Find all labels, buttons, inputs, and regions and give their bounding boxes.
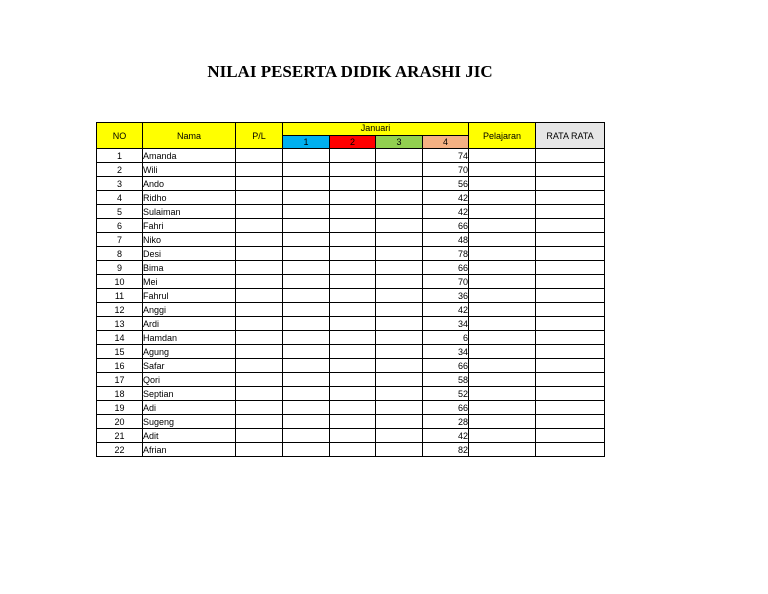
- cell-week-1[interactable]: [283, 331, 330, 345]
- header-pelajaran: Pelajaran: [469, 123, 536, 149]
- cell-pelajaran[interactable]: [469, 275, 536, 289]
- cell-pl[interactable]: [236, 177, 283, 191]
- cell-nama[interactable]: Ando: [143, 177, 236, 191]
- cell-pl[interactable]: [236, 415, 283, 429]
- cell-week-4[interactable]: 58: [423, 373, 469, 387]
- cell-pl[interactable]: [236, 289, 283, 303]
- cell-week-3[interactable]: [376, 317, 423, 331]
- cell-nama[interactable]: Afrian: [143, 443, 236, 457]
- cell-no[interactable]: 15: [97, 345, 143, 359]
- table-row: [97, 233, 605, 247]
- cell-week-1[interactable]: [283, 387, 330, 401]
- cell-rata-rata[interactable]: [536, 163, 605, 177]
- cell-week-1[interactable]: [283, 345, 330, 359]
- cell-pl[interactable]: [236, 345, 283, 359]
- cell-week-4[interactable]: 34: [423, 317, 469, 331]
- cell-rata-rata[interactable]: [536, 415, 605, 429]
- cell-week-3[interactable]: [376, 359, 423, 373]
- cell-pl[interactable]: [236, 387, 283, 401]
- cell-week-2[interactable]: [330, 205, 376, 219]
- cell-rata-rata[interactable]: [536, 149, 605, 163]
- cell-week-4[interactable]: 66: [423, 359, 469, 373]
- cell-week-3[interactable]: [376, 429, 423, 443]
- cell-week-4[interactable]: 42: [423, 205, 469, 219]
- table-row: [97, 219, 605, 233]
- cell-no[interactable]: 4: [97, 191, 143, 205]
- cell-week-4[interactable]: 42: [423, 429, 469, 443]
- cell-week-2[interactable]: [330, 149, 376, 163]
- cell-no[interactable]: 22: [97, 443, 143, 457]
- cell-pelajaran[interactable]: [469, 359, 536, 373]
- cell-pelajaran[interactable]: [469, 303, 536, 317]
- cell-week-3[interactable]: [376, 233, 423, 247]
- cell-week-2[interactable]: [330, 261, 376, 275]
- table-row: [97, 317, 605, 331]
- cell-no[interactable]: 12: [97, 303, 143, 317]
- cell-week-2[interactable]: [330, 163, 376, 177]
- cell-no[interactable]: 19: [97, 401, 143, 415]
- cell-rata-rata[interactable]: [536, 191, 605, 205]
- cell-week-2[interactable]: [330, 275, 376, 289]
- cell-nama[interactable]: Desi: [143, 247, 236, 261]
- cell-nama[interactable]: Safar: [143, 359, 236, 373]
- cell-week-3[interactable]: [376, 331, 423, 345]
- cell-week-1[interactable]: [283, 191, 330, 205]
- cell-week-1[interactable]: [283, 303, 330, 317]
- cell-week-4[interactable]: 48: [423, 233, 469, 247]
- cell-pl[interactable]: [236, 191, 283, 205]
- cell-pl[interactable]: [236, 261, 283, 275]
- cell-week-4[interactable]: 66: [423, 219, 469, 233]
- cell-nama[interactable]: Ridho: [143, 191, 236, 205]
- cell-pelajaran[interactable]: [469, 191, 536, 205]
- cell-week-2[interactable]: [330, 443, 376, 457]
- cell-week-2[interactable]: [330, 387, 376, 401]
- header-month: Januari: [283, 123, 469, 136]
- cell-rata-rata[interactable]: [536, 359, 605, 373]
- header-pl: P/L: [236, 123, 283, 149]
- cell-week-2[interactable]: [330, 177, 376, 191]
- cell-week-4[interactable]: 28: [423, 415, 469, 429]
- cell-pl[interactable]: [236, 275, 283, 289]
- cell-week-4[interactable]: 66: [423, 261, 469, 275]
- cell-week-3[interactable]: [376, 205, 423, 219]
- cell-rata-rata[interactable]: [536, 443, 605, 457]
- cell-week-3[interactable]: [376, 261, 423, 275]
- header-week-2: 2: [330, 136, 376, 149]
- table-row: [97, 205, 605, 219]
- cell-week-1[interactable]: [283, 177, 330, 191]
- cell-week-4[interactable]: 70: [423, 163, 469, 177]
- cell-rata-rata[interactable]: [536, 219, 605, 233]
- cell-week-3[interactable]: [376, 149, 423, 163]
- cell-pelajaran[interactable]: [469, 247, 536, 261]
- cell-nama[interactable]: Amanda: [143, 149, 236, 163]
- cell-no[interactable]: 14: [97, 331, 143, 345]
- cell-pl[interactable]: [236, 219, 283, 233]
- cell-week-4[interactable]: 42: [423, 191, 469, 205]
- cell-week-1[interactable]: [283, 247, 330, 261]
- cell-nama[interactable]: Niko: [143, 233, 236, 247]
- cell-no[interactable]: 10: [97, 275, 143, 289]
- table-row: [97, 275, 605, 289]
- table-row: [97, 345, 605, 359]
- cell-week-4[interactable]: 36: [423, 289, 469, 303]
- cell-week-3[interactable]: [376, 345, 423, 359]
- cell-week-1[interactable]: [283, 415, 330, 429]
- header-week-3: 3: [376, 136, 423, 149]
- cell-no[interactable]: 5: [97, 205, 143, 219]
- cell-pelajaran[interactable]: [469, 219, 536, 233]
- cell-rata-rata[interactable]: [536, 387, 605, 401]
- table-row: [97, 331, 605, 345]
- cell-nama[interactable]: Fahrul: [143, 289, 236, 303]
- cell-week-1[interactable]: [283, 429, 330, 443]
- cell-rata-rata[interactable]: [536, 205, 605, 219]
- table-row: [97, 289, 605, 303]
- cell-pelajaran[interactable]: [469, 163, 536, 177]
- cell-rata-rata[interactable]: [536, 373, 605, 387]
- cell-pl[interactable]: [236, 401, 283, 415]
- cell-week-2[interactable]: [330, 247, 376, 261]
- cell-rata-rata[interactable]: [536, 275, 605, 289]
- cell-rata-rata[interactable]: [536, 345, 605, 359]
- cell-pl[interactable]: [236, 429, 283, 443]
- cell-no[interactable]: 7: [97, 233, 143, 247]
- cell-week-4[interactable]: 66: [423, 401, 469, 415]
- cell-week-3[interactable]: [376, 289, 423, 303]
- table-row: [97, 247, 605, 261]
- cell-week-4[interactable]: 78: [423, 247, 469, 261]
- cell-week-3[interactable]: [376, 303, 423, 317]
- cell-pelajaran[interactable]: [469, 205, 536, 219]
- cell-rata-rata[interactable]: [536, 303, 605, 317]
- table-row: [97, 177, 605, 191]
- cell-week-1[interactable]: [283, 233, 330, 247]
- cell-week-3[interactable]: [376, 191, 423, 205]
- cell-rata-rata[interactable]: [536, 331, 605, 345]
- cell-week-2[interactable]: [330, 289, 376, 303]
- table-row: [97, 149, 605, 163]
- cell-pl[interactable]: [236, 373, 283, 387]
- table-row: [97, 359, 605, 373]
- cell-rata-rata[interactable]: [536, 289, 605, 303]
- cell-week-2[interactable]: [330, 359, 376, 373]
- cell-week-2[interactable]: [330, 345, 376, 359]
- cell-week-2[interactable]: [330, 331, 376, 345]
- table-row: [97, 443, 605, 457]
- cell-pl[interactable]: [236, 233, 283, 247]
- cell-week-1[interactable]: [283, 373, 330, 387]
- cell-pl[interactable]: [236, 317, 283, 331]
- cell-pelajaran[interactable]: [469, 443, 536, 457]
- table-row: [97, 163, 605, 177]
- cell-pl[interactable]: [236, 163, 283, 177]
- cell-week-1[interactable]: [283, 275, 330, 289]
- cell-nama[interactable]: Mei: [143, 275, 236, 289]
- cell-week-1[interactable]: [283, 163, 330, 177]
- cell-rata-rata[interactable]: [536, 401, 605, 415]
- page-title: [0, 62, 700, 82]
- cell-week-3[interactable]: [376, 443, 423, 457]
- table-row: [97, 303, 605, 317]
- cell-week-2[interactable]: [330, 373, 376, 387]
- cell-rata-rata[interactable]: [536, 233, 605, 247]
- cell-nama[interactable]: Septian: [143, 387, 236, 401]
- cell-pelajaran[interactable]: [469, 149, 536, 163]
- cell-week-4[interactable]: 70: [423, 275, 469, 289]
- cell-pelajaran[interactable]: [469, 429, 536, 443]
- grades-table: [96, 122, 605, 457]
- cell-no[interactable]: 21: [97, 429, 143, 443]
- table-row: [97, 415, 605, 429]
- cell-week-4[interactable]: 52: [423, 387, 469, 401]
- cell-week-1[interactable]: [283, 261, 330, 275]
- cell-no[interactable]: 3: [97, 177, 143, 191]
- cell-nama[interactable]: Ardi: [143, 317, 236, 331]
- cell-no[interactable]: 18: [97, 387, 143, 401]
- cell-week-3[interactable]: [376, 275, 423, 289]
- cell-week-2[interactable]: [330, 233, 376, 247]
- cell-week-3[interactable]: [376, 387, 423, 401]
- table-row: [97, 373, 605, 387]
- cell-week-4[interactable]: 56: [423, 177, 469, 191]
- cell-pl[interactable]: [236, 359, 283, 373]
- cell-no[interactable]: 16: [97, 359, 143, 373]
- cell-rata-rata[interactable]: [536, 247, 605, 261]
- cell-week-2[interactable]: [330, 401, 376, 415]
- header-no: NO: [97, 123, 143, 149]
- title-text: NILAI PESERTA DIDIK ARASHI JIC: [207, 62, 493, 81]
- cell-week-4[interactable]: 74: [423, 149, 469, 163]
- table-row: [97, 401, 605, 415]
- cell-no[interactable]: 1: [97, 149, 143, 163]
- cell-pelajaran[interactable]: [469, 331, 536, 345]
- cell-week-2[interactable]: [330, 415, 376, 429]
- cell-pl[interactable]: [236, 247, 283, 261]
- cell-pl[interactable]: [236, 331, 283, 345]
- cell-nama[interactable]: Anggi: [143, 303, 236, 317]
- cell-nama[interactable]: Bima: [143, 261, 236, 275]
- cell-week-2[interactable]: [330, 429, 376, 443]
- header-week-1: 1: [283, 136, 330, 149]
- cell-pelajaran[interactable]: [469, 387, 536, 401]
- cell-no[interactable]: 8: [97, 247, 143, 261]
- cell-nama[interactable]: Qori: [143, 373, 236, 387]
- header-rata-rata: RATA RATA: [536, 123, 605, 149]
- cell-nama[interactable]: Fahri: [143, 219, 236, 233]
- table-row: [97, 429, 605, 443]
- cell-pl[interactable]: [236, 149, 283, 163]
- cell-pelajaran[interactable]: [469, 415, 536, 429]
- cell-nama[interactable]: Adi: [143, 401, 236, 415]
- cell-nama[interactable]: Wili: [143, 163, 236, 177]
- cell-no[interactable]: 20: [97, 415, 143, 429]
- cell-week-3[interactable]: [376, 247, 423, 261]
- cell-no[interactable]: 13: [97, 317, 143, 331]
- cell-no[interactable]: 17: [97, 373, 143, 387]
- cell-week-4[interactable]: 6: [423, 331, 469, 345]
- cell-nama[interactable]: Sulaiman: [143, 205, 236, 219]
- cell-week-1[interactable]: [283, 401, 330, 415]
- cell-week-3[interactable]: [376, 163, 423, 177]
- cell-week-1[interactable]: [283, 443, 330, 457]
- cell-pl[interactable]: [236, 443, 283, 457]
- cell-pelajaran[interactable]: [469, 345, 536, 359]
- cell-week-4[interactable]: 34: [423, 345, 469, 359]
- cell-week-2[interactable]: [330, 317, 376, 331]
- cell-rata-rata[interactable]: [536, 317, 605, 331]
- cell-nama[interactable]: Sugeng: [143, 415, 236, 429]
- cell-pelajaran[interactable]: [469, 261, 536, 275]
- cell-no[interactable]: 9: [97, 261, 143, 275]
- cell-pl[interactable]: [236, 303, 283, 317]
- cell-pelajaran[interactable]: [469, 289, 536, 303]
- header-week-4: 4: [423, 136, 469, 149]
- cell-pelajaran[interactable]: [469, 401, 536, 415]
- cell-rata-rata[interactable]: [536, 177, 605, 191]
- cell-pelajaran[interactable]: [469, 177, 536, 191]
- table-row: [97, 387, 605, 401]
- cell-week-1[interactable]: [283, 317, 330, 331]
- cell-week-3[interactable]: [376, 219, 423, 233]
- cell-nama[interactable]: Hamdan: [143, 331, 236, 345]
- cell-no[interactable]: 11: [97, 289, 143, 303]
- cell-week-4[interactable]: 82: [423, 443, 469, 457]
- cell-pelajaran[interactable]: [469, 373, 536, 387]
- cell-week-3[interactable]: [376, 415, 423, 429]
- cell-week-3[interactable]: [376, 373, 423, 387]
- cell-week-3[interactable]: [376, 401, 423, 415]
- cell-pelajaran[interactable]: [469, 317, 536, 331]
- cell-week-1[interactable]: [283, 219, 330, 233]
- cell-week-3[interactable]: [376, 177, 423, 191]
- cell-pl[interactable]: [236, 205, 283, 219]
- cell-week-1[interactable]: [283, 359, 330, 373]
- cell-no[interactable]: 6: [97, 219, 143, 233]
- table-row: [97, 191, 605, 205]
- cell-nama[interactable]: Agung: [143, 345, 236, 359]
- cell-rata-rata[interactable]: [536, 261, 605, 275]
- cell-week-2[interactable]: [330, 303, 376, 317]
- cell-week-4[interactable]: 42: [423, 303, 469, 317]
- cell-no[interactable]: 2: [97, 163, 143, 177]
- cell-week-1[interactable]: [283, 289, 330, 303]
- table-row: [97, 261, 605, 275]
- cell-week-1[interactable]: [283, 205, 330, 219]
- cell-nama[interactable]: Adit: [143, 429, 236, 443]
- cell-week-2[interactable]: [330, 219, 376, 233]
- cell-week-1[interactable]: [283, 149, 330, 163]
- cell-week-2[interactable]: [330, 191, 376, 205]
- cell-pelajaran[interactable]: [469, 233, 536, 247]
- header-nama: Nama: [143, 123, 236, 149]
- cell-rata-rata[interactable]: [536, 429, 605, 443]
